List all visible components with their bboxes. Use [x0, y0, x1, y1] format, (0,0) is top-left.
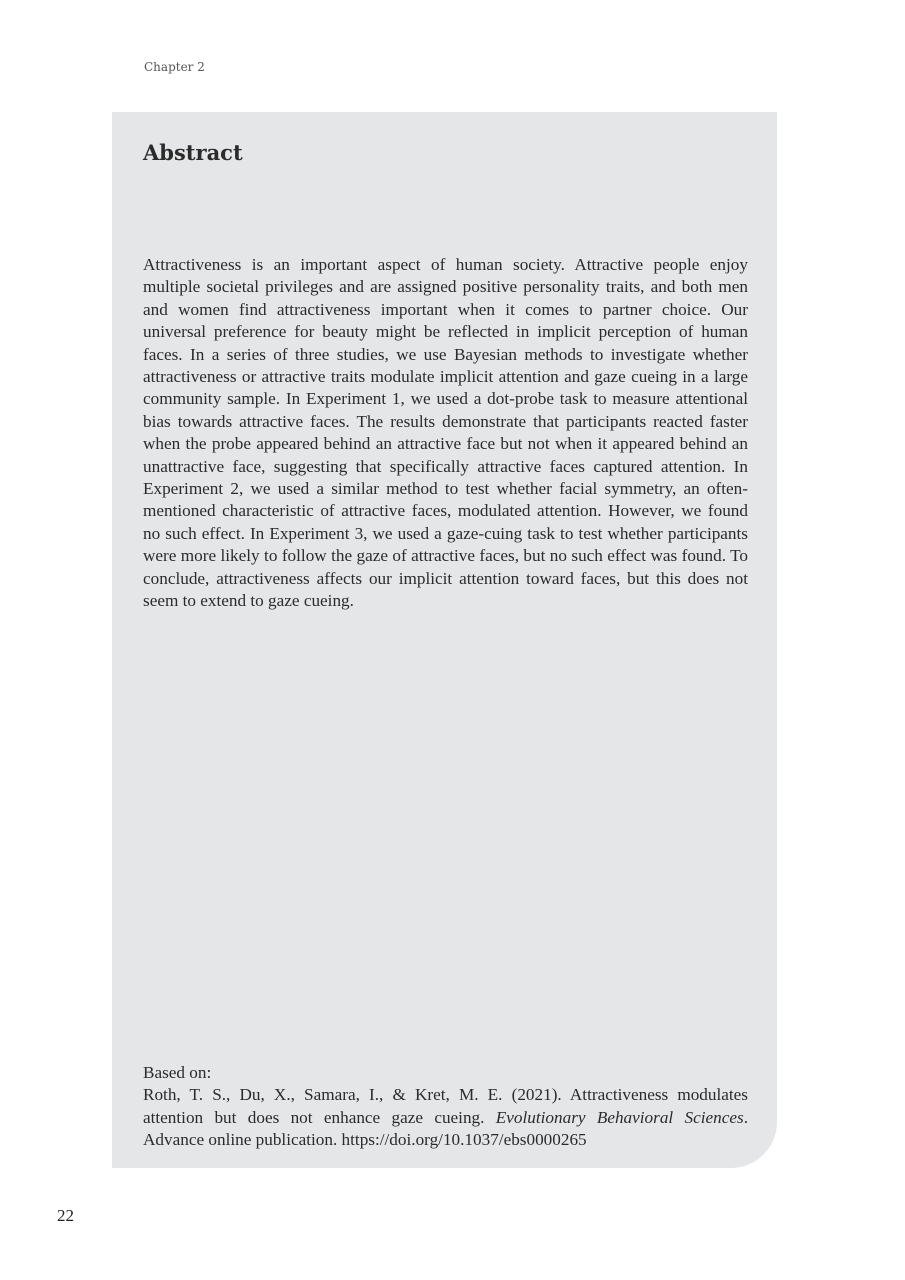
citation-authors: Roth, T. S., Du, X., Samara, I., & Kret, M. E. (2021). Attractiveness modulates attention but does not enhance gaze cueing.	[143, 1085, 748, 1127]
citation-doi: . Advance online publication. https://doi.org/10.1037/ebs0000265	[143, 1107, 748, 1150]
abstract-body: Attractiveness is an important aspect of human society. Attractive people enjoy multiple societal privileges and are assigned positive personality traits, and both men and women find attractiveness important when it comes to partner choice. Our universal preference for beauty might be reflected in implicit perception of human faces. In a series of three studies, we use Bayesian methods to investigate whether attractiveness or attractive traits modulate implicit attention and gaze cueing in a large community sample. In Experiment 1, we used a dot-probe task to measure attentional bias towards attractive faces. The results demonstrate that participants reacted faster when the probe appeared behind an attractive face but not when it appeared behind an unattractive face, suggesting that specifically attractive faces captured attention. In Experiment 2, we used a similar method to test whether facial symmetry, an often-mentioned characteristic of attractive faces, modulated attention. However, we found no such effect. In Experiment 3, we used a gaze-cuing task to test whether participants were more likely to follow the gaze of attractive faces, but no such effect was found. To conclude, attractiveness affects our implicit attention toward faces, but this does not seem to extend to gaze cueing.	[143, 255, 748, 611]
running-header: Chapter 2	[144, 60, 205, 74]
abstract-heading: Abstract	[143, 140, 243, 165]
citation	[143, 1084, 748, 1151]
citation-journal: Evolutionary Behavioral Sciences	[495, 1107, 744, 1127]
source-label: Based on:	[143, 1063, 212, 1082]
abstract-panel	[112, 112, 777, 1168]
page-number: 22	[57, 1206, 74, 1225]
source-reference	[143, 1062, 748, 1152]
